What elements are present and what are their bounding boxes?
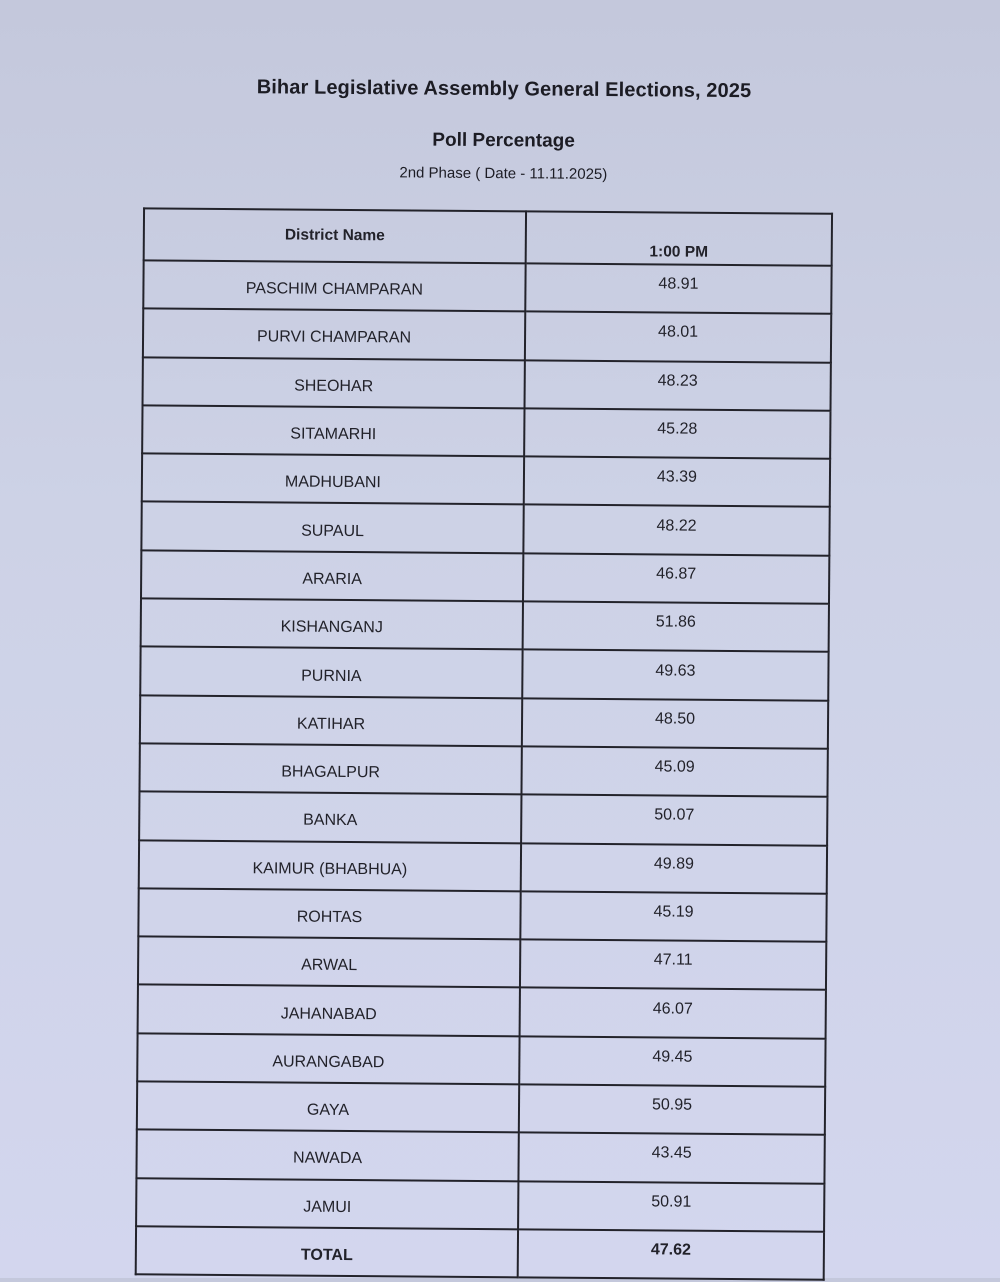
district-cell: ROHTAS — [138, 888, 520, 939]
district-cell: BANKA — [139, 792, 521, 843]
percentage-cell: 46.07 — [520, 988, 826, 1039]
district-cell: GAYA — [137, 1081, 519, 1132]
percentage-cell: 50.91 — [518, 1181, 824, 1232]
district-cell: BHAGALPUR — [139, 743, 521, 794]
poll-percentage-table — [135, 207, 833, 1281]
table-row — [138, 985, 826, 1039]
table-row — [139, 792, 827, 846]
district-cell: JAMUI — [136, 1178, 518, 1229]
district-cell: KAIMUR (BHABHUA) — [139, 840, 521, 891]
table-row — [141, 598, 829, 652]
percentage-cell: 50.95 — [519, 1084, 825, 1135]
table-row — [141, 502, 829, 556]
percentage-cell: 51.86 — [523, 601, 829, 652]
table-row — [136, 1130, 824, 1184]
document-title: Bihar Legislative Assembly General Elections, 2025 — [256, 76, 752, 103]
column-header-district-label: District Name — [284, 226, 385, 245]
percentage-cell: 48.01 — [525, 312, 831, 363]
total-value-cell: 47.62 — [518, 1229, 824, 1280]
district-cell: PURNIA — [140, 647, 522, 698]
percentage-cell: 48.91 — [525, 263, 831, 314]
district-cell: PASCHIM CHAMPARAN — [143, 260, 525, 311]
district-cell: JAHANABAD — [138, 985, 520, 1036]
percentage-cell: 46.87 — [523, 553, 829, 604]
table-row — [141, 550, 829, 604]
table-row — [137, 1033, 825, 1087]
table-row — [138, 888, 826, 942]
table-row — [139, 743, 827, 797]
total-label-cell: TOTAL — [136, 1226, 518, 1277]
table-row — [140, 695, 828, 749]
district-cell: KISHANGANJ — [141, 598, 523, 649]
percentage-cell: 48.23 — [525, 360, 831, 411]
percentage-cell: 49.63 — [522, 650, 828, 701]
percentage-cell: 49.89 — [521, 843, 827, 894]
percentage-cell: 45.09 — [521, 746, 827, 797]
district-cell: PURVI CHAMPARAN — [143, 309, 525, 360]
percentage-cell: 43.39 — [524, 457, 830, 508]
column-header-time: 1:00 PM — [526, 211, 832, 265]
district-cell: AURANGABAD — [137, 1033, 519, 1084]
table-row — [143, 260, 831, 314]
phase-date-line: 2nd Phase ( Date - 11.11.2025) — [399, 164, 608, 183]
table-row — [136, 1178, 824, 1232]
percentage-cell: 43.45 — [518, 1133, 824, 1184]
table-body — [136, 260, 832, 1280]
percentage-cell: 50.07 — [521, 795, 827, 846]
percentage-cell: 49.45 — [519, 1036, 825, 1087]
table-row — [140, 647, 828, 701]
district-cell: NAWADA — [136, 1130, 518, 1181]
percentage-cell: 47.11 — [520, 939, 826, 990]
percentage-cell: 48.22 — [523, 505, 829, 556]
table-row — [142, 405, 830, 459]
district-cell: SUPAUL — [141, 502, 523, 553]
column-header-district — [144, 208, 526, 263]
table-row — [143, 309, 831, 363]
district-cell: KATIHAR — [140, 695, 522, 746]
percentage-cell: 45.19 — [520, 891, 826, 942]
percentage-cell: 45.28 — [524, 408, 830, 459]
table-row — [138, 936, 826, 990]
table-row — [142, 454, 830, 508]
table-row — [137, 1081, 825, 1135]
district-cell: SITAMARHI — [142, 405, 524, 456]
district-cell: ARWAL — [138, 936, 520, 987]
document-subtitle: Poll Percentage — [432, 129, 575, 152]
district-cell: ARARIA — [141, 550, 523, 601]
percentage-cell: 48.50 — [522, 698, 828, 749]
district-cell: MADHUBANI — [142, 454, 524, 505]
table-header-row — [144, 208, 832, 265]
table-row — [143, 357, 831, 411]
total-row — [136, 1226, 824, 1280]
district-cell: SHEOHAR — [143, 357, 525, 408]
table-row — [139, 840, 827, 894]
